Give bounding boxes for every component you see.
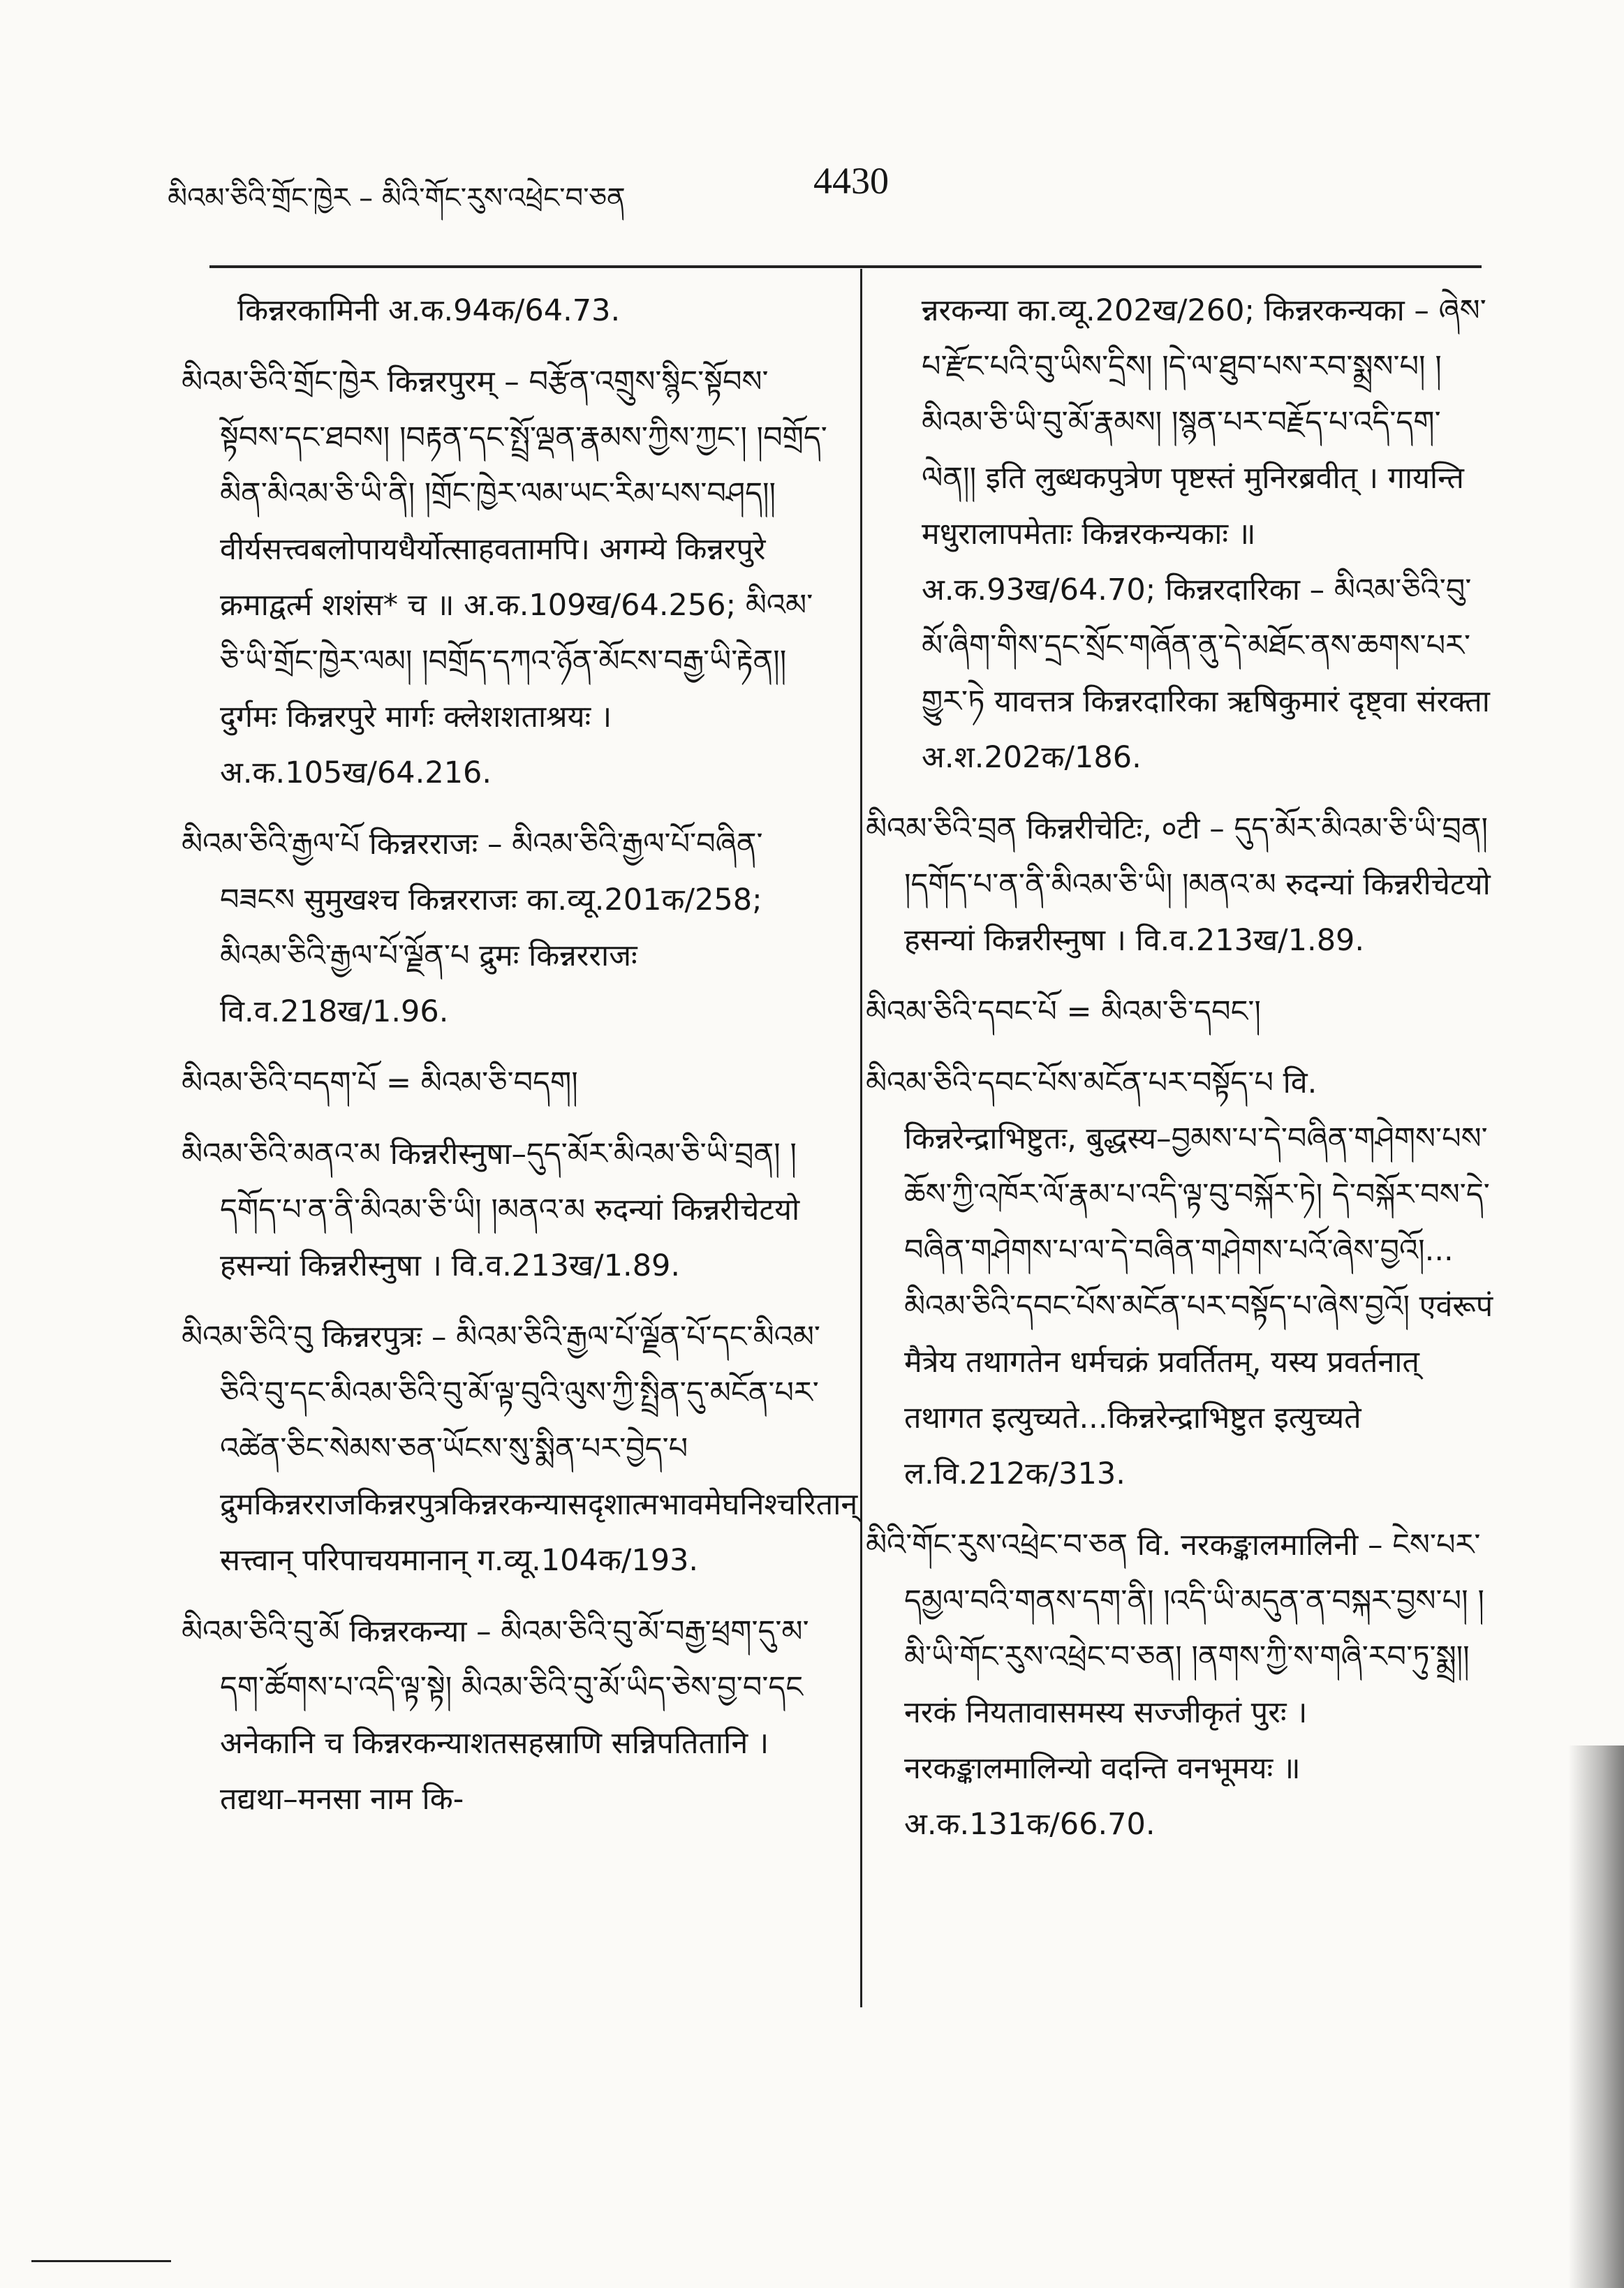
entry: མིའམ་ཅིའི་བུ किन्नरपुत्रः – མིའམ་ཅིའི་རྒྱལ་པོ་ལྗོན་པོ་དང་མིའམ་ཅིའི་བུ་དང་མིའམ་ཅིའི་བུ་མོ་ལྟ་བུའི་ལུས་ཀྱི་སྤྲིན་དུ་མངོན་པར་འཚེན་ཅིང་སེམས་ཅན་ཡོངས་སུ་སྨིན་པར་བྱེད་པ द्रुमकिन्नरराजकिन्नरपुत्रकिन्नरकन्यासदृशात्मभावमेघनिश्चरितान् सत्त्वान् परिपाचयमानान् ग.व्यू.104क/193. — [182, 1320, 858, 1578]
entry: མིའམ་ཅིའི་བདག་པོ = མིའམ་ཅི་བདག། — [182, 1065, 578, 1100]
entry-continuation: किन्नरकामिनी अ.क.94क/64.73. — [237, 293, 621, 328]
left-column — [182, 283, 858, 1843]
entry: མིའི་གོང་རུས་འཕྲེང་བ་ཅན वि. नरकङ्कालमालिनी – ངེས་པར་དམྱལ་བའི་གནས་དག་ནི། །འདི་ཡི་མདུན་ན་བསྐར་བྱས་པ། །མི་ཡི་གོང་རུས་འཕྲེང་བ་ཅན། །ནགས་ཀྱི་ས་གཞི་རབ་ཏུ་སྨྲ།། नरकं नियतावासमस्य सज्जीकृतं पुरः । नरकङ्कालमालिन्यो वदन्ति वनभूमयः ॥ अ.क.131क/66.70. — [866, 1528, 1484, 1842]
page-header — [168, 159, 1005, 222]
entry: མིའམ་ཅིའི་དབང་པོ = མིའམ་ཅི་དབང་། — [866, 994, 1261, 1029]
column-divider — [860, 269, 862, 2007]
entry: མིའམ་ཅིའི་དབང་པོས་མངོན་པར་བསྟོད་པ वि. किन्नरेन्द्राभिष्टुतः, बुद्धस्य–བྱམས་པ་དེ་བཞིན་གཤེགས་པས་ཆོས་ཀྱི་འཁོར་ལོ་རྣམ་པ་འདི་ལྟ་བུ་བསྐོར་ཏེ། དེ་བསྐོར་བས་དེ་བཞིན་གཤེགས་པ་ལ་དེ་བཞིན་གཤེགས་པའོ་ཞེས་བྱའོ།... མིའམ་ཅིའི་དབང་པོས་མངོན་པར་བསྟོད་པ་ཞེས་བྱའོ། एवंरूपं मैत्रेय तथागतेन धर्मचक्रं प्रवर्तितम्, यस्य प्रवर्तनात् तथागत इत्युच्यते...किन्नरेन्द्राभिष्टुत इत्युच्यते ल.वि.212क/313. — [866, 1065, 1493, 1491]
right-column — [866, 283, 1494, 1868]
entry: མིའམ་ཅིའི་བུ་མོ किन्नरकन्या – མིའམ་ཅིའི་བུ་མོ་བརྒྱ་ཕྲག་དུ་མ་དག་ཚོགས་པ་འདི་ལྟ་སྟེ། མིའམ་ཅིའི་བུ་མོ་ཡིད་ཅེས་བྱ་བ་དང अनेकानि च किन्नरकन्याशतसहस्राणि सन्निपतितानि । तद्यथा–मनसा नाम कि- — [182, 1614, 809, 1817]
page-number: 4430 — [813, 160, 889, 202]
scan-edge-shadow — [1568, 1745, 1624, 2288]
entry: མིའམ་ཅིའི་བྲན किन्नरीचेटिः, ०टी – དུད་མོར་མིའམ་ཅི་ཡི་བྲན། །དགོད་པ་ན་ནི་མིའམ་ཅི་ཡི། །མནའ་མ रुदन्यां किन्नरीचेटयो हसन्यां किन्नरीस्नुषा । वि.व.213ख/1.89. — [866, 811, 1491, 958]
running-head: མིའམ་ཅིའི་གྲོང་ཁྱེར – མིའི་གོང་རུས་འཕྲེང་བ་ཅན — [168, 182, 626, 214]
footer-rule — [31, 2260, 171, 2262]
entry: མིའམ་ཅིའི་གྲོང་ཁྱེར किन्नरपुरम् – བརྩོན་འགྲུས་སྙིང་སྟོབས་སྟོབས་དང་ཐབས། །བརྟན་དང་སྤྲོ་ལྡན་རྣམས་ཀྱིས་ཀྱང་། །བགྲོད་མིན་མིའམ་ཅི་ཡི་ནི། །གྲོང་ཁྱེར་ལམ་ཡང་རིམ་པས་བཤད།། वीर्यसत्त्वबलोपायधैर्योत्साहवतामपि। अगम्ये किन्नरपुरे क्रमाद्वर्त्म शशंस* च ॥ अ.क.109ख/64.256; མིའམ་ཅི་ཡི་གྲོང་ཁྱེར་ལམ། །བགྲོད་དཀའ་ཉོན་མོངས་བརྒྱ་ཡི་རྟེན།། दुर्गमः किन्नरपुरे मार्गः क्लेशशताश्रयः । अ.क.105ख/64.216. — [182, 364, 827, 790]
header-rule — [209, 265, 1482, 268]
entry-continuation: न्नरकन्या का.व्यू.202ख/260; किन्नरकन्यका – ཞེས་པ་རྫོང་པའི་བུ་ཡིས་དྲིས། །དེ་ལ་ཐུབ་པས་རབ་སྨྲས་པ། །མིའམ་ཅི་ཡི་བུ་མོ་རྣམས། །སྙན་པར་བརྗོད་པ་འདི་དག་ལེན།། इति लुब्धकपुत्रेण पृष्टस्तं मुनिरब्रवीत् । गायन्ति मधुरालापमेताः किन्नरकन्यकाः ॥ अ.क.93ख/64.70; किन्नरदारिका – མིའམ་ཅིའི་བུ་མོ་ཞིག་གིས་དྲང་སྲོང་གཞོན་ནུ་དེ་མཐོང་ནས་ཆགས་པར་གྱུར་ཏེ यावत्तत्र किन्नरदारिका ऋषिकुमारं दृष्ट्वा संरक्ता अ.श.202क/186. — [922, 293, 1490, 775]
entry: མིའམ་ཅིའི་རྒྱལ་པོ किन्नरराजः – མིའམ་ཅིའི་རྒྱལ་པོ་བཞིན་བཟངས सुमुखश्च किन्नरराजः का.व्यू.201क/258; མིའམ་ཅིའི་རྒྱལ་པོ་ལྗོན་པ द्रुमः किन्नरराजः वि.व.218ख/1.96. — [182, 827, 763, 1029]
entry: མིའམ་ཅིའི་མནའ་མ किन्नरीस्नुषा–དུད་མོར་མིའམ་ཅི་ཡི་བྲན། །དགོད་པ་ན་ནི་མིའམ་ཅི་ཡི། །མནའ་མ रुदन्यां किन्नरीचेटयो हसन्यां किन्नरीस्नुषा । वि.व.213ख/1.89. — [182, 1137, 800, 1283]
